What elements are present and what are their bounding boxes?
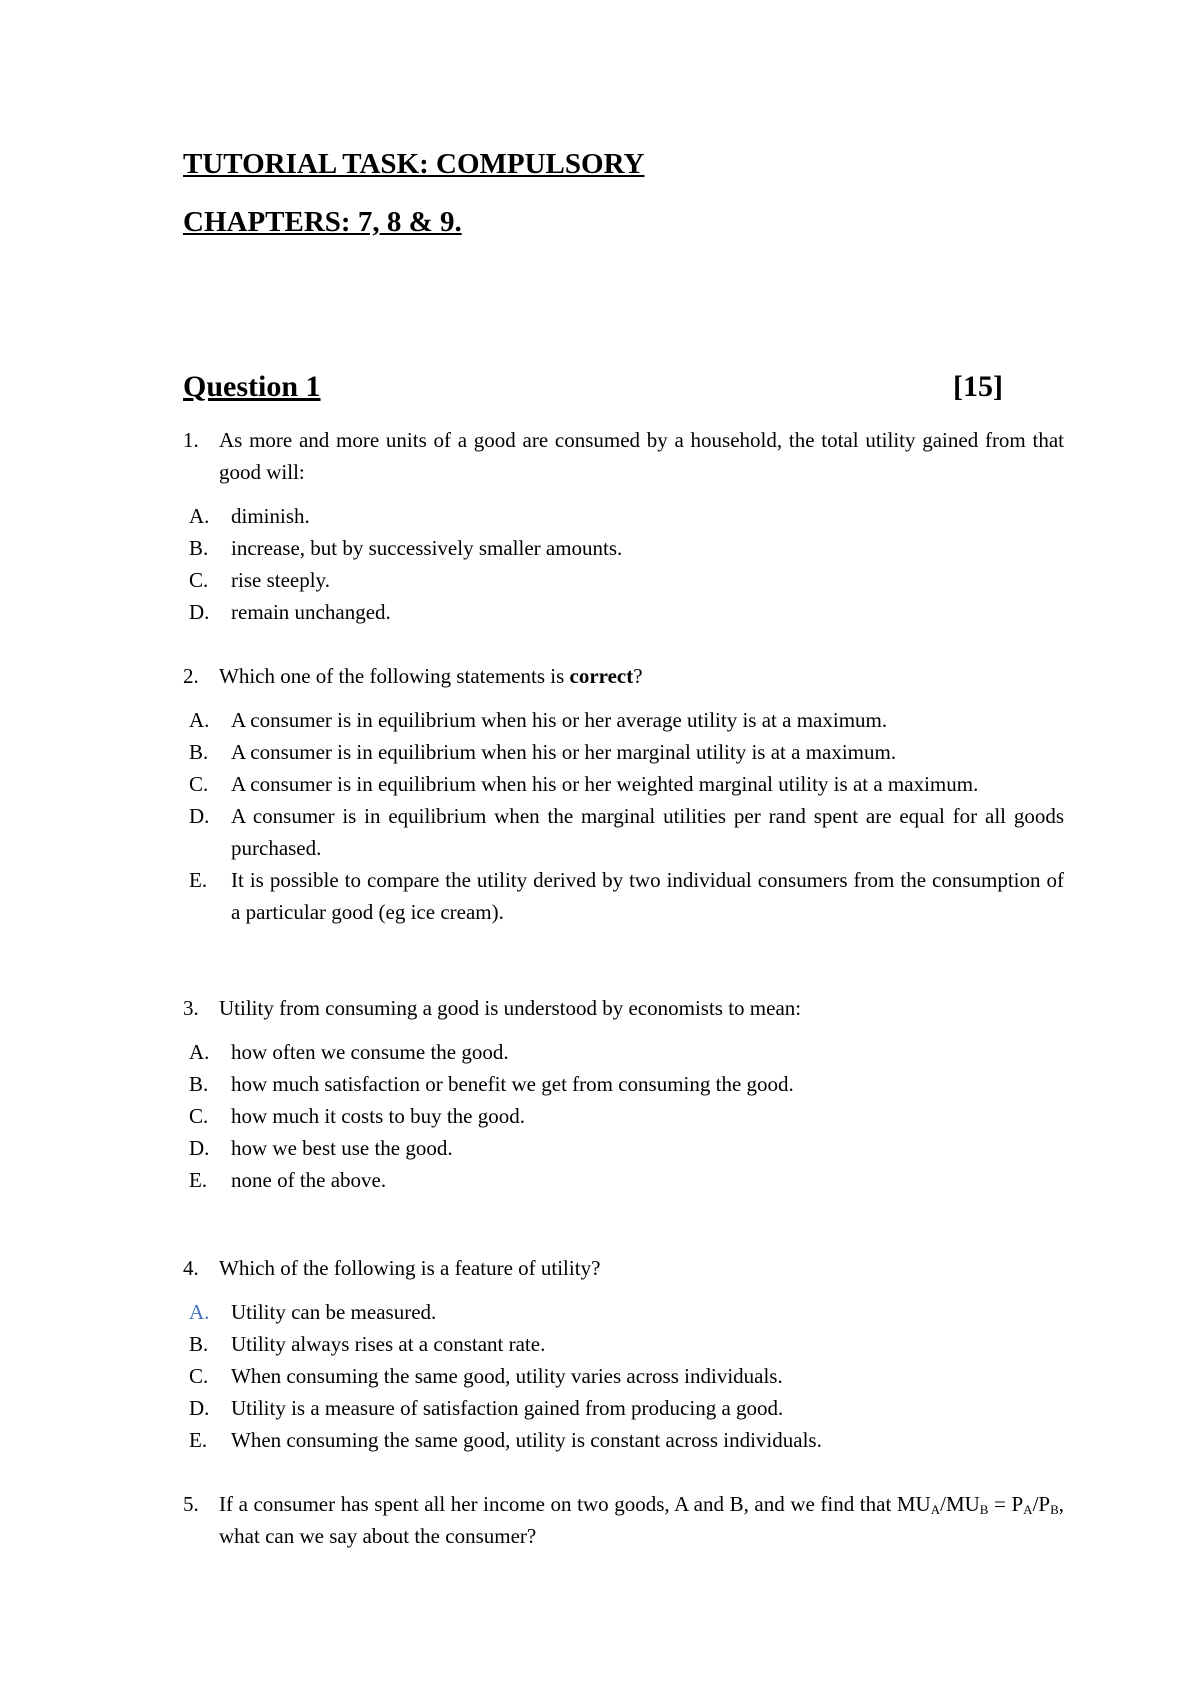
question-item-4 — [183, 1252, 1064, 1456]
question-item-5 — [183, 1488, 1064, 1552]
option-item — [183, 500, 1064, 532]
formula-subscript: A — [1023, 1502, 1033, 1517]
option-item — [183, 564, 1064, 596]
option-text: A consumer is in equilibrium when his or her average utility is at a maximum. — [231, 708, 888, 732]
question-number: 2. — [183, 664, 199, 688]
question-text-end: , what can we say about the consumer? — [219, 1492, 1064, 1548]
option-letter: E. — [189, 1428, 208, 1452]
question-stem — [183, 1252, 1064, 1284]
question-number: 5. — [183, 1492, 199, 1516]
option-letter: A. — [189, 1040, 210, 1064]
option-item — [183, 596, 1064, 628]
option-text: how much it costs to buy the good. — [231, 1104, 525, 1128]
question-item-3 — [183, 992, 1064, 1196]
formula-subscript: A — [930, 1502, 941, 1517]
option-letter: D. — [189, 1136, 210, 1160]
option-letter: D. — [189, 804, 210, 828]
option-letter: C. — [189, 1364, 209, 1388]
option-list — [183, 500, 1064, 628]
question-text: Which of the following is a feature of utility? — [219, 1256, 601, 1280]
question-stem — [183, 424, 1064, 488]
marginal-utility-formula — [897, 1492, 1059, 1516]
option-item — [183, 1164, 1064, 1196]
option-text: Utility always rises at a constant rate. — [231, 1332, 546, 1356]
option-letter: D. — [189, 1396, 210, 1420]
question-item-2 — [183, 660, 1064, 928]
option-letter: C. — [189, 568, 209, 592]
option-item — [183, 704, 1064, 736]
question-number: 4. — [183, 1256, 199, 1280]
question-item-1 — [183, 424, 1064, 628]
option-letter: E. — [189, 1168, 208, 1192]
option-text: diminish. — [231, 504, 310, 528]
option-item — [183, 800, 1064, 864]
option-item — [183, 864, 1064, 928]
question-emphasis: correct — [569, 664, 634, 688]
option-text: It is possible to compare the utility derived by two individual consumers from the consumption of a particular good (eg ice cream). — [231, 868, 1064, 924]
option-letter: C. — [189, 772, 209, 796]
option-text: When consuming the same good, utility varies across individuals. — [231, 1364, 783, 1388]
option-item — [183, 1328, 1064, 1360]
option-item — [183, 1100, 1064, 1132]
option-text: Utility is a measure of satisfaction gained from producing a good. — [231, 1396, 784, 1420]
question-text: As more and more units of a good are consumed by a household, the total utility gained from that good will: — [219, 428, 1064, 484]
question-text-end: ? — [633, 664, 643, 688]
formula-part: MU — [896, 1492, 931, 1516]
option-item — [183, 736, 1064, 768]
question-text: If a consumer has spent all her income on two goods, A and B, and we find that — [219, 1492, 897, 1516]
option-item — [183, 1132, 1064, 1164]
option-text: increase, but by successively smaller amounts. — [231, 536, 623, 560]
option-list — [183, 1036, 1064, 1196]
option-text: When consuming the same good, utility is constant across individuals. — [231, 1428, 822, 1452]
question-section-header — [183, 372, 1003, 402]
option-letter-highlighted: A. — [189, 1300, 210, 1324]
option-text: how much satisfaction or benefit we get from consuming the good. — [231, 1072, 794, 1096]
option-text: A consumer is in equilibrium when his or her weighted marginal utility is at a maximum. — [231, 772, 979, 796]
question-stem — [183, 1488, 1064, 1552]
option-text: A consumer is in equilibrium when the marginal utilities per rand spent are equal for all goods purchased. — [231, 804, 1064, 860]
option-letter: B. — [189, 1072, 209, 1096]
option-letter: B. — [189, 536, 209, 560]
option-text: none of the above. — [231, 1168, 387, 1192]
formula-part: = P — [988, 1492, 1024, 1516]
formula-subscript: B — [1050, 1502, 1059, 1517]
option-item — [183, 532, 1064, 564]
option-letter: D. — [189, 600, 210, 624]
question-number: 1. — [183, 428, 199, 452]
option-letter: A. — [189, 708, 210, 732]
document-title: TUTORIAL TASK: COMPULSORY — [183, 148, 645, 180]
option-list — [183, 704, 1064, 928]
option-text: A consumer is in equilibrium when his or her marginal utility is at a maximum. — [231, 740, 897, 764]
option-text: remain unchanged. — [231, 600, 391, 624]
option-text: how often we consume the good. — [231, 1040, 509, 1064]
option-text: Utility can be measured. — [231, 1300, 437, 1324]
option-letter: E. — [189, 868, 208, 892]
option-item — [183, 1424, 1064, 1456]
option-letter: B. — [189, 740, 209, 764]
question-number: 3. — [183, 996, 199, 1020]
option-item — [183, 1360, 1064, 1392]
option-item — [183, 1036, 1064, 1068]
formula-part: /MU — [940, 1492, 980, 1516]
option-letter: B. — [189, 1332, 209, 1356]
option-letter: C. — [189, 1104, 209, 1128]
question-section-title: Question 1 — [183, 370, 321, 403]
formula-subscript: B — [979, 1502, 989, 1517]
question-marks: [15] — [953, 370, 1003, 403]
formula-part: /P — [1032, 1492, 1051, 1516]
option-text: how we best use the good. — [231, 1136, 453, 1160]
option-item — [183, 1296, 1064, 1328]
option-letter: A. — [189, 504, 210, 528]
option-item — [183, 1392, 1064, 1424]
question-text: Which one of the following statements is — [219, 664, 570, 688]
option-item — [183, 768, 1064, 800]
option-list — [183, 1296, 1064, 1456]
question-stem — [183, 660, 1064, 692]
option-item — [183, 1068, 1064, 1100]
chapters-heading: CHAPTERS: 7, 8 & 9. — [183, 206, 462, 238]
option-text: rise steeply. — [231, 568, 330, 592]
question-stem — [183, 992, 1064, 1024]
question-text: Utility from consuming a good is understood by economists to mean: — [219, 996, 802, 1020]
